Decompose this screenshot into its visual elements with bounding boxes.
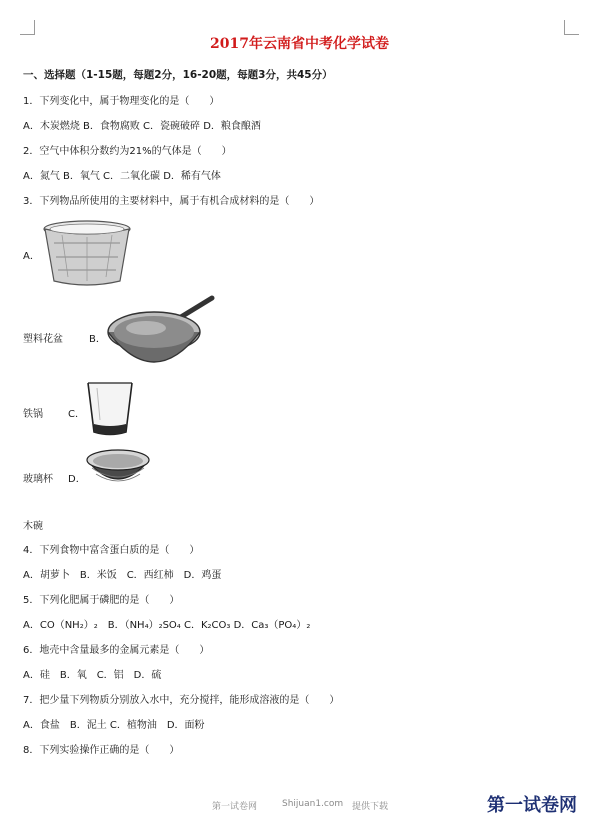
- brand-watermark: 第一试卷网: [487, 795, 577, 816]
- q4-stem: 4．下列食物中富含蛋白质的是（ ）: [23, 545, 200, 556]
- q3-option-c-label: C．: [68, 409, 85, 420]
- q3-caption-b: 铁锅: [23, 409, 43, 420]
- glass-cup-image: [85, 380, 135, 438]
- q3-option-b-label: B．: [89, 334, 106, 345]
- wooden-bowl-image: [84, 446, 152, 496]
- q4-options: A．胡萝卜 B．米饭 C．西红柿 D．鸡蛋: [23, 570, 222, 581]
- exam-title: 2017年云南省中考化学试卷: [210, 36, 389, 52]
- q7-stem: 7．把少量下列物质分别放入水中，充分搅拌，能形成溶液的是（ ）: [23, 695, 340, 706]
- q5-stem: 5．下列化肥属于磷肥的是（ ）: [23, 595, 180, 606]
- plastic-flower-pot-image: [40, 215, 135, 290]
- q2-stem: 2．空气中体积分数约为21%的气体是（ ）: [23, 146, 232, 157]
- q6-stem: 6．地壳中含量最多的金属元素是（ ）: [23, 645, 210, 656]
- q1-options: A．木炭燃烧 B．食物腐败 C．瓷碗破碎 D．粮食酿酒: [23, 121, 261, 132]
- q3-stem: 3．下列物品所使用的主要材料中，属于有机合成材料的是（ ）: [23, 196, 320, 207]
- q2-options: A．氮气 B．氧气 C．二氧化碳 D．稀有气体: [23, 171, 221, 182]
- q8-stem: 8．下列实验操作正确的是（ ）: [23, 745, 180, 756]
- q3-caption-c: 玻璃杯: [23, 474, 53, 485]
- section-heading: 一、选择题（1-15题，每题2分，16-20题，每题3分，共45分）: [23, 69, 333, 81]
- q3-option-d-label: D．: [68, 474, 86, 485]
- iron-wok-image: [104, 292, 219, 374]
- q7-options: A．食盐 B．泥土 C．植物油 D．面粉: [23, 720, 205, 731]
- q6-options: A．硅 B．氧 C．铝 D．硫: [23, 670, 162, 681]
- q3-caption-d: 木碗: [23, 521, 43, 532]
- q5-options: A．CO（NH₂）₂ B．（NH₄）₂SO₄ C．K₂CO₃ D．Ca₃（PO₄）₂: [23, 620, 311, 631]
- footer-site-name: 第一试卷网: [212, 802, 258, 812]
- q1-stem: 1．下列变化中，属于物理变化的是（ ）: [23, 96, 220, 107]
- footer-site-url: Shijuan1.com: [282, 799, 344, 809]
- q3-option-a-label: A．: [23, 251, 40, 262]
- footer-download: 提供下载: [352, 802, 389, 812]
- q3-caption-a: 塑料花盆: [23, 334, 63, 345]
